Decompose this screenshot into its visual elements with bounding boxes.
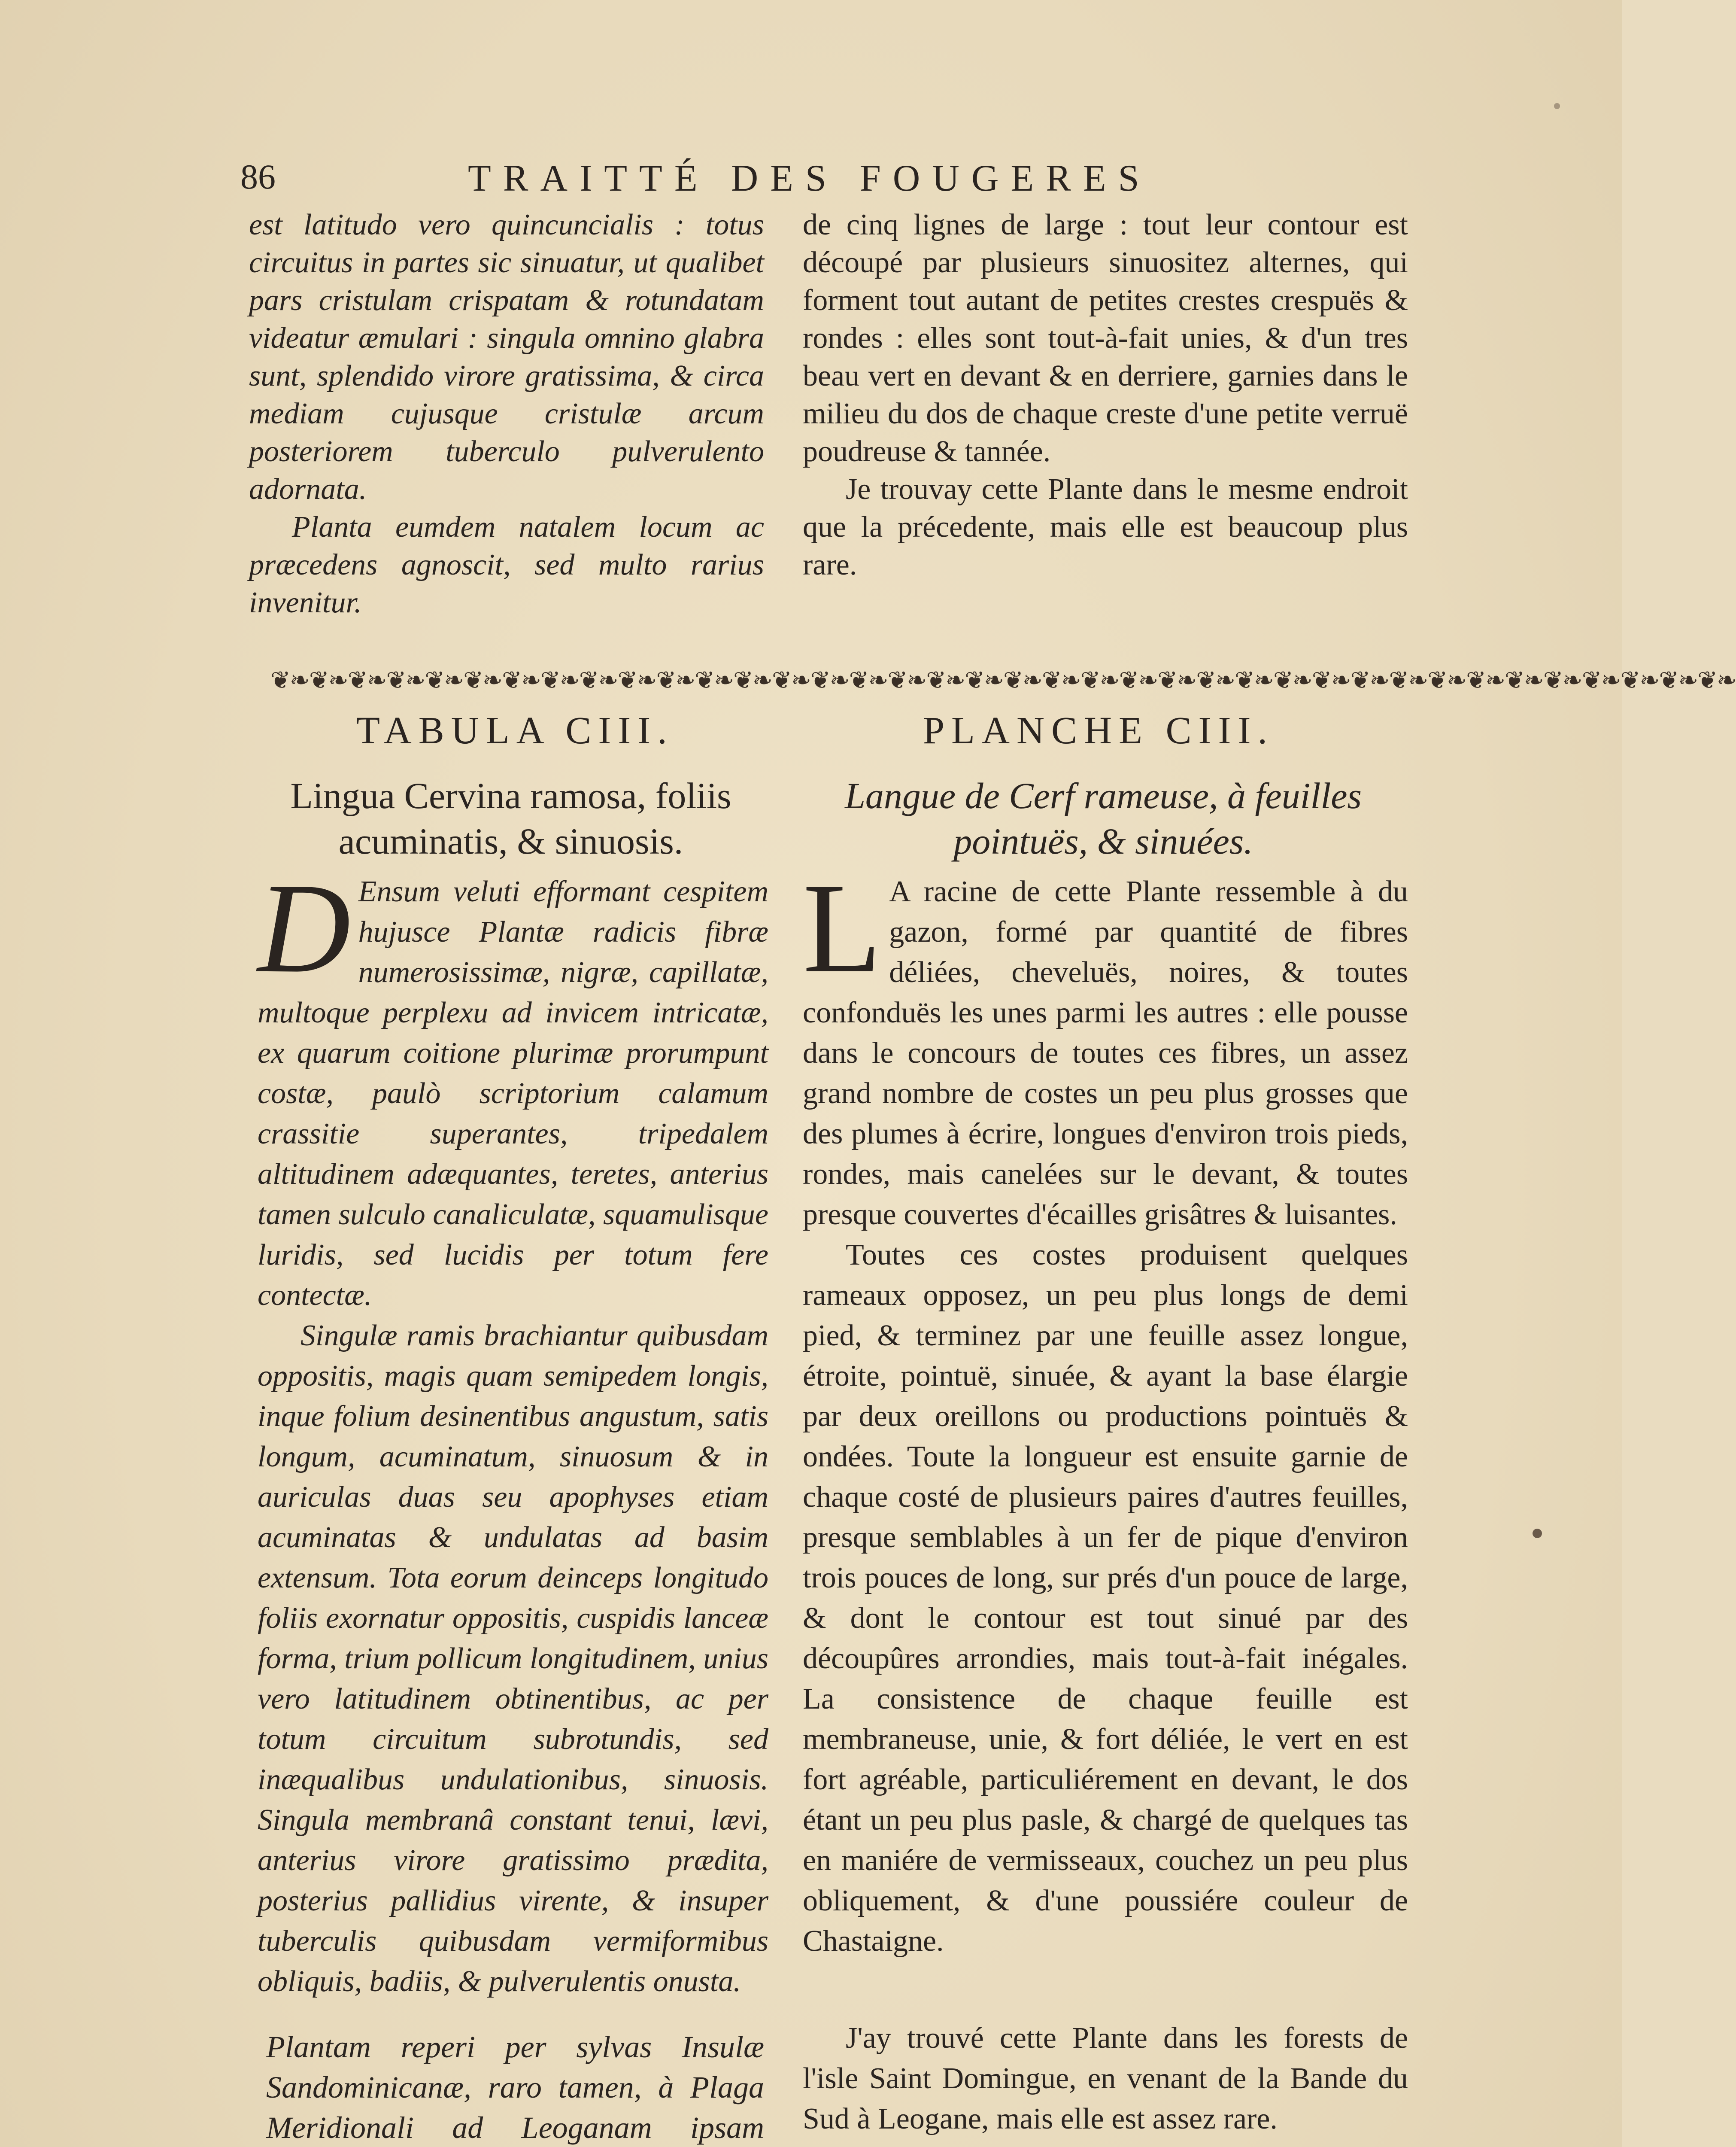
- ink-spot: [1554, 103, 1560, 109]
- latin-location-text: Plantam reperi per sylvas Insulæ Sandominicanæ, raro tamen, à Plaga Meridionali ad Leoganam ipsam: [266, 2030, 764, 2145]
- top-latin-paragraph-2: Planta eumdem natalem locum ac præcedens agnoscit, sed multo rarius invenitur.: [249, 511, 764, 619]
- french-description-paragraph-1: [803, 857, 1408, 1235]
- latin-location-note: [266, 2027, 764, 2147]
- ornamental-divider: ❦❧❦❧❦❧❦❧❦❧❦❧❦❧❦❧❦❧❦❧❦❧❦❧❦❧❦❧❦❧❦❧❦❧❦❧❦❧❦❧❦❧❦❧❦❧❦❧❦❧❦❧❦❧❦❧❦❧❦❧❦❧❦❧❦❧❦❧❦❧❦❧❦❧❦❧: [270, 666, 1736, 694]
- latin-description-paragraph-1: [258, 857, 768, 1316]
- french-species-name: Langue de Cerf rameuse, à feuilles pointuës, & sinuées.: [845, 775, 1362, 862]
- top-french-column: [803, 206, 1408, 584]
- french-paragraph-1-text: A racine de cette Plante ressemble à du gazon, formé par quantité de fibres déliées, cheveluës, noires, & toutes confonduës les unes parmi les autres : elle pousse dans le concours de toutes ces fibres, un assez grand nombre de costes un peu plus grosses que des plumes à écrire, longues d'environ trois pieds, rondes, mais canelées sur le devant, & toutes presque couvertes d'écailles grisâtres & luisantes.: [803, 875, 1408, 1231]
- latin-description: [258, 857, 768, 2002]
- french-description: [803, 857, 1408, 1961]
- latin-paragraph-1-text: Ensum veluti efformant cespitem hujusce Plantæ radicis fibræ numerosissimæ, nigræ, capillatæ, multoque perplexu ad invicem intricatæ, ex quarum coitione plurimæ prorumpunt costæ, paulò scriptorium calamum crassitie superantes, tripedalem altitudinem adæquantes, teretes, anterius tamen sulculo canaliculatæ, squamulisque luridis, sed lucidis per totum fere contectæ.: [258, 875, 768, 1312]
- french-description-paragraph-2: Toutes ces costes produisent quelques rameaux opposez, un peu plus longs de demi pied, & terminez par une feuille assez longue, étroite, pointuë, sinuée, & ayant la base élargie par deux oreillons ou productions pointuës & ondées. Toute la longueur est ensuite garnie de chaque costé de plusieurs paires d'autres feuilles, presque semblables à un fer de pique d'environ trois pouces de long, sur prés d'un pouce de large, & dont le contour est tout sinué par des découpûres arrondies, mais tout-à-fait inégales. La consistence de chaque feuille est membraneuse, unie, & fort déliée, le vert en est fort agréable, particuliérement en devant, le dos étant un peu plus pasle, & chargé de quelques tas en maniére de vermisseaux, couchez un peu plus obliquement, & d'une poussiére couleur de Chastaigne.: [803, 1238, 1408, 1958]
- french-drop-cap: L: [803, 857, 882, 999]
- top-french-paragraph-1: de cinq lignes de large : tout leur contour est découpé par plusieurs sinuositez alternes, qui forment tout autant de petites crestes crespuës & rondes : elles sont tout-à-fait unies, & d'un tres beau vert en devant & en derriere, garnies dans le milieu du dos de chaque creste d'une petite verruë poudreuse & tannée.: [803, 208, 1408, 468]
- page-header: [240, 157, 1408, 208]
- running-title: TRAITTÉ DES FOUGERES: [468, 158, 1151, 199]
- french-location-note: [803, 2018, 1408, 2139]
- page-number: 86: [240, 157, 276, 196]
- latin-description-paragraph-2: Singulæ ramis brachiantur quibusdam oppositis, magis quam semipedem longis, inque folium desinentibus angustum, satis longum, acuminatum, sinuosum & in auriculas duas seu apophyses etiam acuminatas & undulatas ad basim extensum. Tota eorum deinceps longitudo foliis exornatur oppositis, cuspidis lanceæ forma, trium pollicum longitudinem, unius vero latitudinem obtinentibus, ac per totum circuitum subrotundis, sed inæqualibus undulationibus, sinuosis. Singula membranâ constant tenui, lævi, anterius virore gratissimo prædita, posterius pallidius virente, & insuper tuberculis quibusdam vermiformibus obliquis, badiis, & pulverulentis onusta.: [258, 1319, 768, 1998]
- latin-plate-heading: TABULA CIII.: [356, 709, 674, 752]
- ink-spot: [1533, 1529, 1542, 1538]
- top-french-paragraph-2: Je trouvay cette Plante dans le mesme endroit que la précedente, mais elle est beaucoup plus rare.: [803, 473, 1408, 581]
- french-plate-heading: PLANCHE CIII.: [923, 709, 1274, 752]
- top-latin-column: [249, 206, 764, 622]
- french-location-text: J'ay trouvé cette Plante dans les forests de l'isle Saint Domingue, en venant de la Bande du Sud à Leogane, mais elle est assez rare.: [803, 2022, 1408, 2135]
- latin-drop-cap: D: [258, 857, 351, 999]
- top-latin-paragraph-1: est latitudo vero quincuncialis : totus circuitus in partes sic sinuatur, ut qualibet pars cristulam crispatam & rotundatam videatur æmulari : singula omnino glabra sunt, splendido virore gratissima, & circa mediam cujusque cristulæ arcum posteriorem tuberculo pulverulento adornata.: [249, 208, 764, 506]
- latin-species-name: Lingua Cervina ramosa, foliis acuminatis, & sinuosis.: [290, 775, 731, 862]
